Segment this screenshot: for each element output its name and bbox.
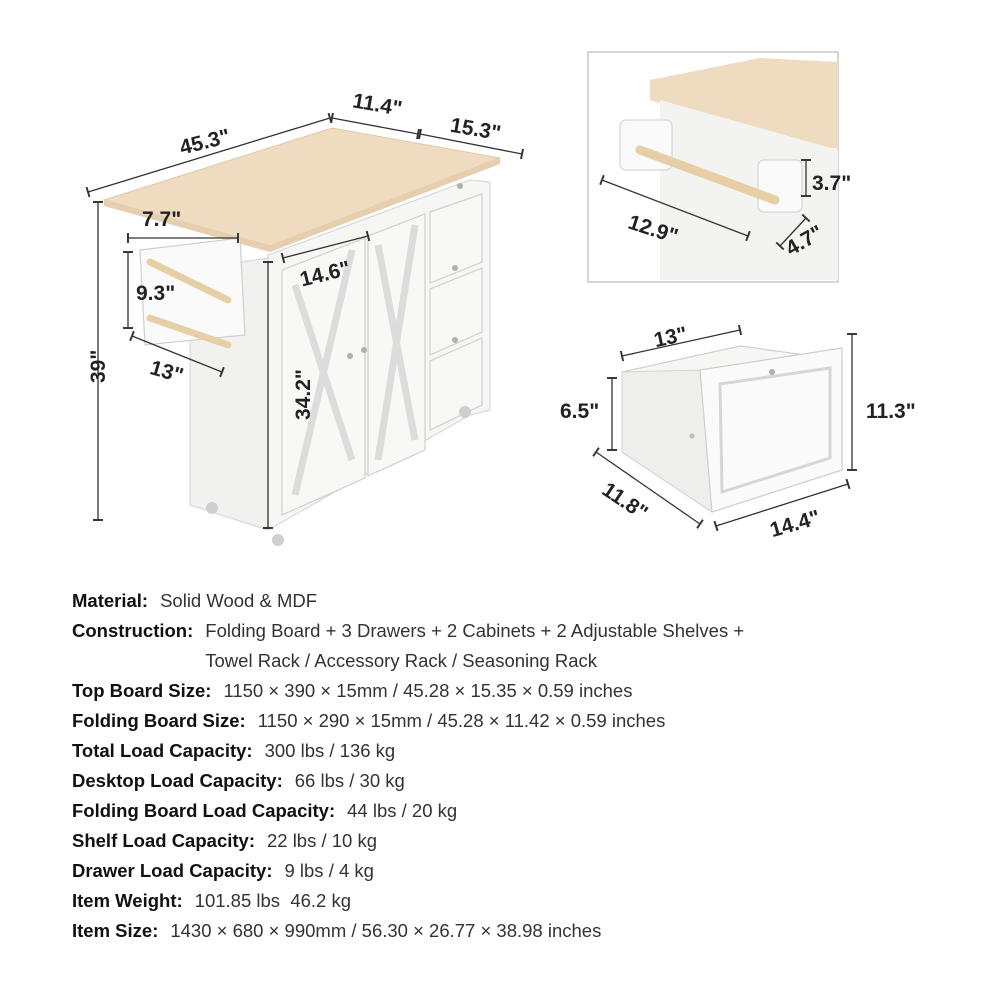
spec-total-load: Total Load Capacity: 300 lbs / 136 kg — [72, 740, 396, 761]
spec-shelf-load: Shelf Load Capacity: 22 lbs / 10 kg — [72, 830, 378, 851]
dim-top-width: 15.3" — [448, 113, 503, 146]
dim-cabinet-height: 34.2" — [292, 369, 315, 420]
spec-material: Material: Solid Wood & MDF — [72, 590, 318, 611]
dim-drawer-front-width: 14.4" — [767, 505, 823, 543]
kitchen-island — [104, 128, 500, 546]
dim-drawer-depth: 11.8" — [597, 478, 652, 525]
spec-drawer-load: Drawer Load Capacity: 9 lbs / 4 kg — [72, 860, 374, 881]
spec-folding-board-load: Folding Board Load Capacity: 44 lbs / 20 kg — [72, 800, 458, 821]
dim-height: 39" — [87, 349, 110, 383]
spec-construction-line1: Folding Board + 3 Drawers + 2 Cabinets + 2 Adjustable Shelves + — [205, 620, 745, 641]
dim-drawer-height-right: 11.3" — [866, 400, 916, 423]
dim-drawer-width-top: 13" — [651, 322, 690, 353]
spec-construction-line2: Towel Rack / Accessory Rack / Seasoning Rack — [205, 650, 598, 671]
dim-drawer-height-left: 6.5" — [560, 400, 600, 423]
spec-top-board-size: Top Board Size: 1150 × 390 × 15mm / 45.28 × 15.35 × 0.59 inches — [72, 680, 633, 701]
spec-construction: Construction: Folding Board + 3 Drawers + 2 Cabinets + 2 Adjustable Shelves + Towel Rack / Accessory Rack / Seasoning Rack — [72, 616, 972, 676]
dim-towel-depth: 4.7" — [781, 221, 828, 261]
dim-rack-width: 7.7" — [142, 208, 182, 231]
drawer-detail — [622, 346, 842, 512]
spec-item-size: Item Size: 1430 × 680 × 990mm / 56.30 × 26.77 × 38.98 inches — [72, 920, 602, 941]
dim-towel-height: 3.7" — [812, 172, 852, 195]
dim-rack-height: 9.3" — [136, 282, 176, 305]
dim-folding-width: 11.4" — [350, 89, 404, 121]
spec-folding-board-size: Folding Board Size: 1150 × 290 × 15mm / 45.28 × 11.42 × 0.59 inches — [72, 710, 666, 731]
spec-list — [72, 586, 972, 946]
spec-desktop-load: Desktop Load Capacity: 66 lbs / 30 kg — [72, 770, 405, 791]
dim-towel-length: 12.9" — [625, 210, 681, 249]
dim-cabinet-width: 14.6" — [297, 256, 353, 292]
spec-item-weight: Item Weight: 101.85 lbs 46.2 kg — [72, 890, 352, 911]
dim-rack-depth: 13" — [147, 356, 186, 388]
dim-length: 45.3" — [177, 124, 233, 160]
